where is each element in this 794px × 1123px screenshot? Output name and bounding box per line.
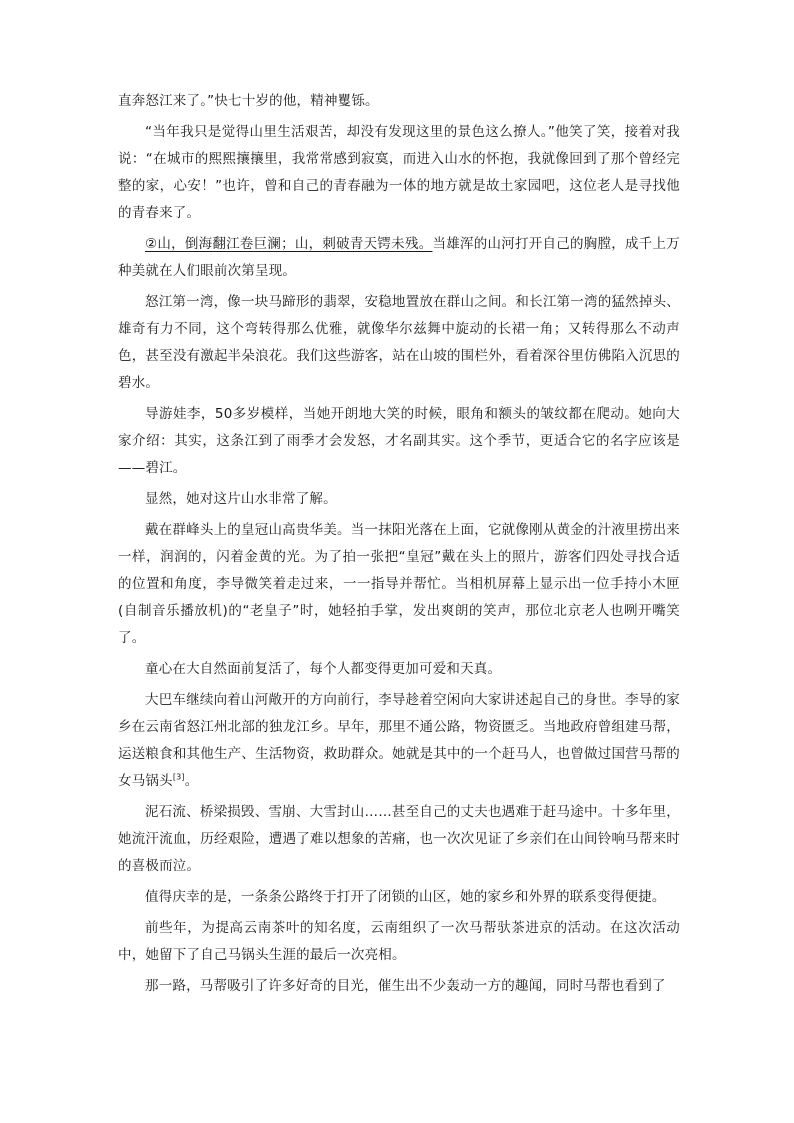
paragraph-3-rest: 当雄浑的山河打开自己的胸膛，成千上万种美就在人们眼前次第呈现。 [118,236,680,279]
paragraph-5: 导游娃李，50多岁模样，当她开朗地大笑的时候，眼角和额头的皱纹都在爬动。她向大家介绍：其实，这条江到了雨季才会发怒，才名副其实。这个季节，更适合它的名字应该是——碧江。 [118,406,680,476]
paragraph-6: 显然，她对这片山水非常了解。 [145,491,337,507]
paragraph-11: 值得庆幸的是，一条条公路终于打开了闭锁的山区，她的家乡和外界的联系变得便捷。 [145,889,666,905]
paragraph-1: 直奔怒江来了。”快七十岁的他，精神矍铄。 [118,93,379,109]
marked-sentence-2: ②山，倒海翻江卷巨澜；山，刺破青天锷未残。 [145,236,433,252]
footnote-ref-3: [3] [172,772,185,782]
document-page [118,88,680,1004]
paragraph-12: 前些年，为提高云南茶叶的知名度，云南组织了一次马帮驮茶进京的活动。在这次活动中，她留下了自己马锅头生涯的最后一次亮相。 [118,920,680,963]
paragraph-9-main: 大巴车继续向着山河敞开的方向前行，李导趁着空闲向大家讲述起自己的身世。李导的家乡在云南省怒江州北部的独龙江乡。早年，那里不通公路，物资匮乏。当地政府曾组建马帮，运送粮食和其他生产、生活物资，救助群众。她就是其中的一个赶马人，也曾做过国营马帮的女马锅头 [118,692,680,789]
paragraph-3 [118,231,680,285]
paragraph-9-end: 。 [184,773,199,789]
paragraph-9 [118,687,680,795]
paragraph-13: 那一路，马帮吸引了许多好奇的目光，催生出不少轰动一方的趣闻，同时马帮也看到了 [145,978,666,994]
paragraph-4: 怒江第一湾，像一块马蹄形的翡翠，安稳地置放在群山之间。和长江第一湾的猛然掉头、雄奇有力不同，这个弯转得那么优雅，就像华尔兹舞中旋动的长裙一角；又转得那么不动声色，甚至没有激起半朵浪花。我们这些游客，站在山坡的围栏外，看着深谷里仿佛陷入沉思的碧水。 [118,294,680,391]
paragraph-2: “当年我只是觉得山里生活艰苦，却没有发现这里的景色这么撩人。”他笑了笑，接着对我说：“在城市的熙熙攘攘里，我常常感到寂寞，而进入山水的怀抱，我就像回到了那个曾经完整的家，心安！”也许，曾和自己的青春融为一体的地方就是故土家园吧，这位老人是寻找他的青春来了。 [118,124,680,221]
paragraph-7: 戴在群峰头上的皇冠山高贵华美。当一抹阳光落在上面，它就像刚从黄金的汁液里捞出来一样，润润的，闪着金黄的光。为了拍一张把“皇冠”戴在头上的照片，游客们四处寻找合适的位置和角度，李导微笑着走过来，一一指导并帮忙。当相机屏幕上显示出一位手持小木匣(自制音乐播放机)的“老皇子”时，她轻拍手掌，发出爽朗的笑声，那位北京老人也咧开嘴笑了。 [118,522,680,646]
paragraph-8: 童心在大自然面前复活了，每个人都变得更加可爱和天真。 [145,661,502,677]
paragraph-10: 泥石流、桥梁损毁、雪崩、大雪封山……甚至自己的丈夫也遇难于赶马途中。十多年里，她流汗流血，历经艰险，遭遇了难以想象的苦痛，也一次次见证了乡亲们在山间铃响马帮来时的喜极而泣。 [118,804,680,874]
